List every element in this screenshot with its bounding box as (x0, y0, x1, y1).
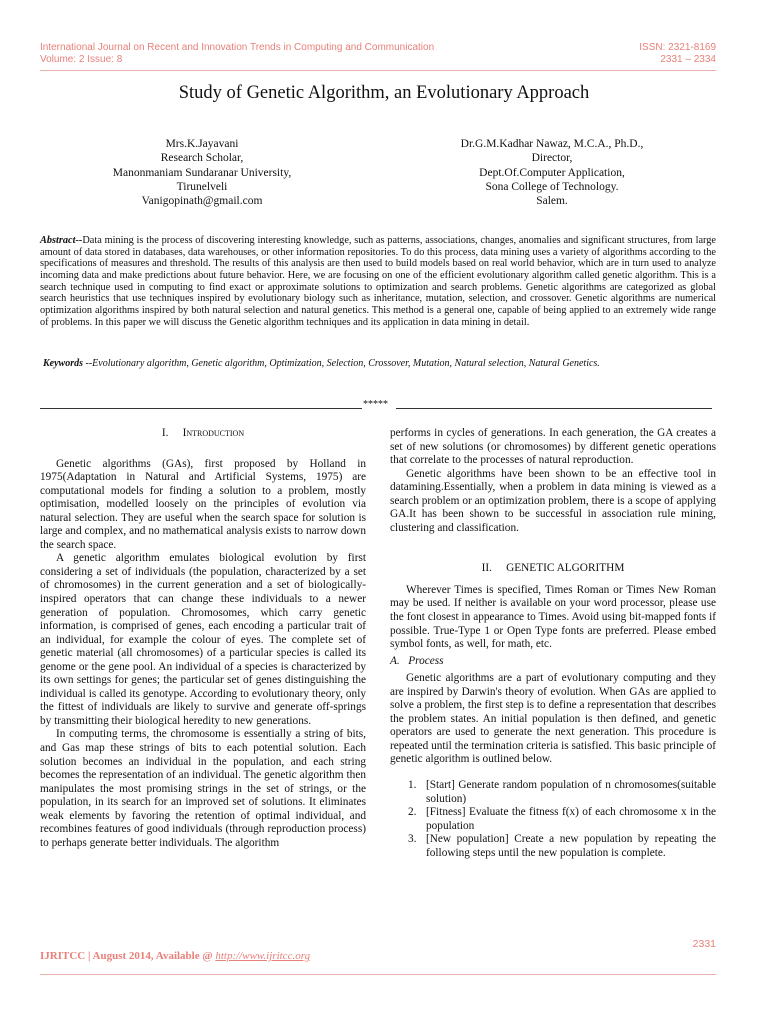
author-location: Salem. (536, 195, 568, 208)
left-column (40, 427, 366, 850)
author-name: Dr.G.M.Kadhar Nawaz, M.C.A., Ph.D., (460, 138, 644, 150)
paragraph: Wherever Times is specified, Times Roman or Times New Roman may be used. If neither is available on your word processor, please use the font closest in appearance to Times. Avoid using bit-mapped fonts if possible. True-Type 1 or Open Type fonts are preferred. Please embed symbol fonts, as well, for math, etc. (390, 583, 716, 651)
author-affiliation: Manonmaniam Sundaranar University, (112, 166, 292, 179)
paper-title: Study of Genetic Algorithm, an Evolutionary Approach (178, 83, 590, 103)
page-number: 2331 (692, 938, 716, 950)
paragraph: performs in cycles of generations. In each generation, the GA creates a set of new solutions (or chromosomes) by different genetic operations that correlate to the processes of natural reproduction. (390, 427, 716, 467)
paragraph: In computing terms, the chromosome is essentially a string of bits, and Gas map these strings of bits to each potential solution. Each solution becomes an individual in the population, and each string becomes the representation of an individual. The genetic algorithm then manipulates the most promising strings in the set of strings, or the population, in its search for an improved set of solutions. It eliminates weak elements by favoring the retention of optimal individual, and recombines features of good individuals (through reproduction process) to perhaps generate better individuals. The algorithm (40, 728, 366, 849)
header-rule (40, 70, 716, 71)
journal-pages: 2331 – 2334 (660, 54, 716, 65)
footer-rule (40, 974, 716, 975)
section-title: Introduction (182, 427, 245, 439)
section-heading-1: I. Introduction (161, 427, 245, 439)
author-block-2 (422, 137, 682, 208)
journal-volume: Volume: 2 Issue: 8 (40, 54, 123, 65)
author-role: Director, (531, 152, 573, 165)
abstract-text: Data mining is the process of discovering interesting knowledge, such as patterns, associations, changes, anomalies and significant structures, from large amount of data stored in databases, data warehouses, or other information repositories. To do this process, data mining uses a variety of algorithms according to the specifications of measures and threshold. The results of this analysis are then used to build models based on real world behavior, which are in turn used to analyze incoming data and make predictions about future behavior. Here, we are focusing on one of the efficient evolutionary algorithm called genetic algorithm. This is a search technique used in computing to find exact or approximate solutions to optimization and search problems. Genetic algorithms are categorized as global search heuristics that use techniques inspired by evolutionary biology such as inheritance, mutation, selection, and crossover. Genetic algorithms are numerical optimization algorithms inspired by both natural selection and natural genetics. This method is a general one, capable of being applied to an extremely wide range of problems. In this paper we will discuss the Genetic algorithm techniques and its application in data mining in detail. (40, 235, 716, 328)
author-department: Dept.Of.Computer Application, (479, 166, 625, 179)
abstract (40, 235, 716, 328)
list-item: 1. [Start] Generate random population of n chromosomes(suitable solution) (408, 779, 716, 805)
separator-stars: ***** (363, 399, 388, 410)
paragraph: A genetic algorithm emulates biological evolution by first considering a set of individuals (the population, characterized by a set of chromosomes) in the current generation and a set of biologically-inspired operators that can change these individuals to a newer generation of population. Chromosomes, which carry genetic information, is comprised of genes, each encoding a particular trait of an individual, for example the colour of eyes. The complete set of genetic material (all chromosomes) of a particular species is called its genome or the gene pool. An individual of a species is characterized by its own settings for genes; the particular set of genes distinguishing the individual is called its genotype. According to evolutionary theory, only the fittest of individuals are likely to survive and generate off-springs by transmitting their biological heredity to new generations. (40, 552, 366, 727)
paragraph: Genetic algorithms are a part of evolutionary computing and they are inspired by Darwin's theory of evolution. When GAs are applied to solve a problem, the first step is to define a representation that describes the problem states. An initial population is then defined, and genetic operators are used to generate the next generation. This procedure is repeated until the termination criteria is satisfied. This basic principle of genetic algorithm is outlined below. (390, 672, 716, 766)
list-item: 2. [Fitness] Evaluate the fitness f(x) of each chromosome x in the population (408, 806, 716, 832)
journal-name: International Journal on Recent and Innovation Trends in Computing and Communication (40, 42, 435, 53)
abstract-label: Abstract-- (40, 235, 83, 246)
author-role: Research Scholar, (160, 152, 244, 165)
process-steps-list (408, 779, 716, 860)
paragraph: Genetic algorithms (GAs), first proposed by Holland in 1975(Adaptation in Natural and Artificial Systems, 1975) are computational models for finding a solution to a problem, mostly optimisation, modelled loosely on the principles of evolution via natural selection. They are useful when the search space for solution is large and complex, and no mathematical analysis exists to narrow down the search space. (40, 457, 366, 551)
author-location: Tirunelveli (176, 180, 228, 193)
keywords-label: Keywords (43, 358, 83, 369)
section-heading-2: II. GENETIC ALGORITHM (481, 562, 625, 575)
subsection-heading: A. Process (390, 654, 444, 667)
list-item: 3. [New population] Create a new population by repeating the following steps until the new population is complete. (408, 833, 716, 859)
journal-issn: ISSN: 2321-8169 (639, 42, 716, 53)
keywords-text: --Evolutionary algorithm, Genetic algorithm, Optimization, Selection, Crossover, Mutation, Natural selection, Natural Genetics. (85, 358, 600, 369)
journal-link[interactable]: http://www.ijritcc.org (215, 950, 311, 962)
separator-line-left (40, 408, 362, 409)
keywords (43, 358, 723, 369)
author-name: Mrs.K.Jayavani (165, 138, 239, 150)
paragraph: Genetic algorithms have been shown to be an effective tool in datamining.Essentially, when a problem in data mining is viewed as a search problem or an optimization problem, there is a scope of applying GA.It has been shown to be successful in association rule mining, clustering and classification. (390, 467, 716, 534)
separator-line-right (396, 408, 712, 409)
right-column (390, 427, 716, 860)
author-affiliation: Sona College of Technology. (485, 180, 619, 193)
author-email: Vanigopinath@gmail.com (141, 195, 263, 208)
footer-text: IJRITCC | August 2014, Available @ http://www.ijritcc.org (40, 950, 311, 962)
section-separator (40, 399, 716, 413)
author-block-1 (72, 137, 332, 208)
